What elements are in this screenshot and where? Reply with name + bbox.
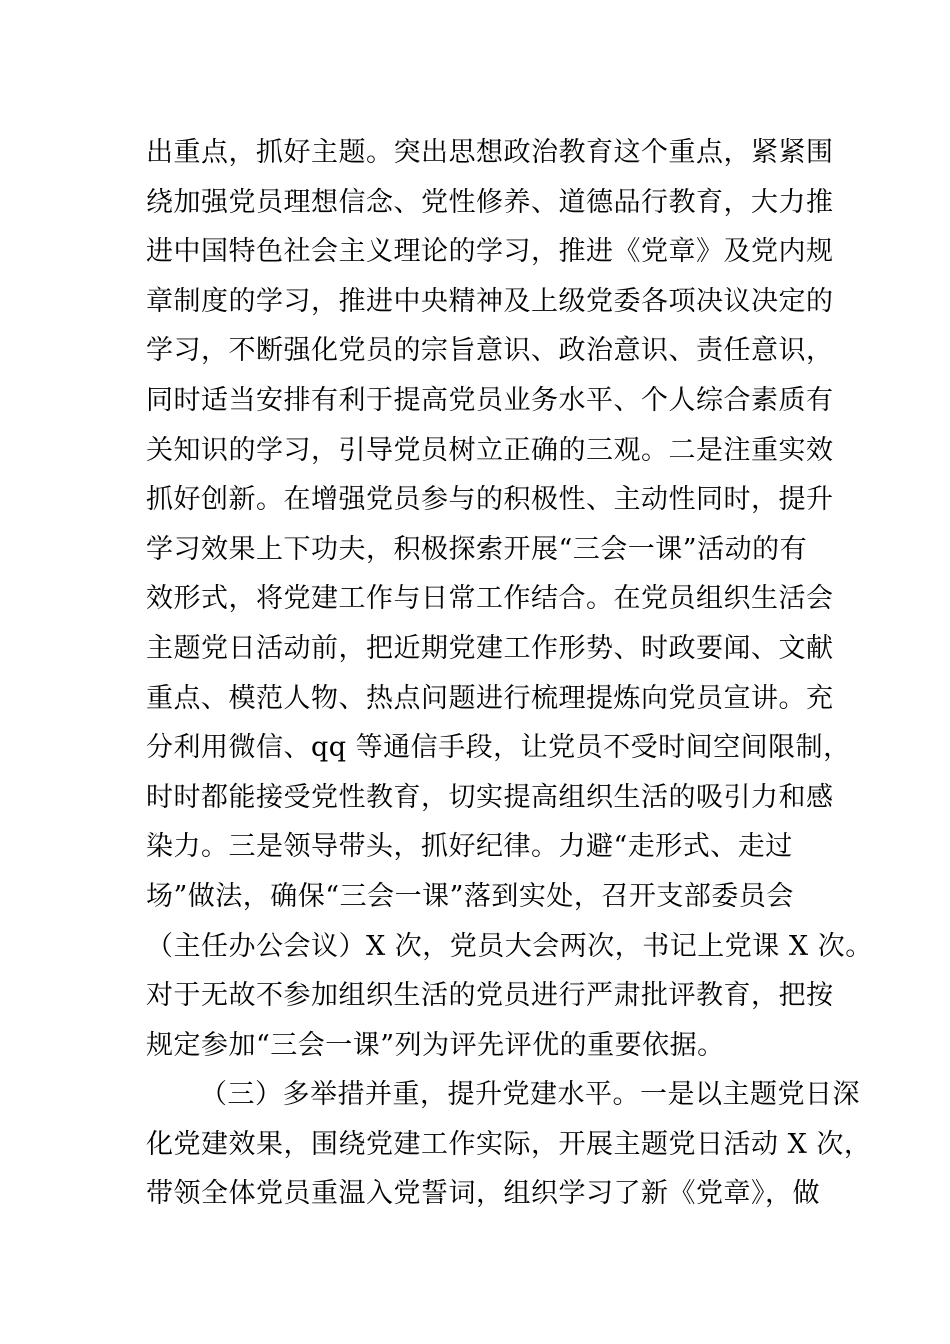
text-line: 章制度的学习，推进中央精神及上级党委各项决议决定的 <box>146 285 834 317</box>
text-line: 同时适当安排有利于提高党员业务水平、个人综合素质有 <box>146 384 834 416</box>
text-line: 进中国特色社会主义理论的学习，推进《党章》及党内规 <box>146 236 834 268</box>
text-line: 效形式，将党建工作与日常工作结合。在党员组织生活会 <box>146 583 834 615</box>
text-line: 规定参加“三会一课”列为评先评优的重要依据。 <box>146 1029 725 1061</box>
text-line: 时时都能接受党性教育，切实提高组织生活的吸引力和感 <box>146 781 834 813</box>
text-line: 学习效果上下功夫，积极探索开展“三会一课”活动的有 <box>146 533 808 565</box>
text-line: 关知识的学习，引导党员树立正确的三观。二是注重实效 <box>146 434 834 466</box>
text-line: 场”做法，确保“三会一课”落到实处，召开支部委员会 <box>146 880 794 912</box>
text-line: （主任办公会议）X 次，党员大会两次，书记上党课 X 次。 <box>146 930 873 962</box>
section-heading-line: （三）多举措并重，提升党建水平。一是以主题党日深 <box>200 1079 860 1111</box>
text-line: 带领全体党员重温入党誓词，组织学习了新《党章》，做 <box>146 1178 820 1210</box>
text-line: 化党建效果，围绕党建工作实际，开展主题党日活动 X 次， <box>146 1128 872 1160</box>
text-line: 学习，不断强化党员的宗旨意识、政治意识、责任意识， <box>146 335 834 367</box>
text-line: 重点、模范人物、热点问题进行梳理提炼向党员宣讲。充 <box>146 682 834 714</box>
text-line: 分利用微信、qq 等通信手段，让党员不受时间空间限制， <box>146 732 851 764</box>
body-text <box>146 128 873 1219</box>
text-line: 绕加强党员理想信念、党性修养、道德品行教育，大力推 <box>146 186 834 218</box>
text-line: 出重点，抓好主题。突出思想政治教育这个重点，紧紧围 <box>146 137 834 168</box>
text-line: 对于无故不参加组织生活的党员进行严肃批评教育，把按 <box>146 980 834 1012</box>
text-line: 抓好创新。在增强党员参与的积极性、主动性同时，提升 <box>146 484 834 516</box>
text-line: 主题党日活动前，把近期党建工作形势、时政要闻、文献 <box>146 632 834 664</box>
text-line: 染力。三是领导带头，抓好纪律。力避“走形式、走过 <box>146 831 793 863</box>
